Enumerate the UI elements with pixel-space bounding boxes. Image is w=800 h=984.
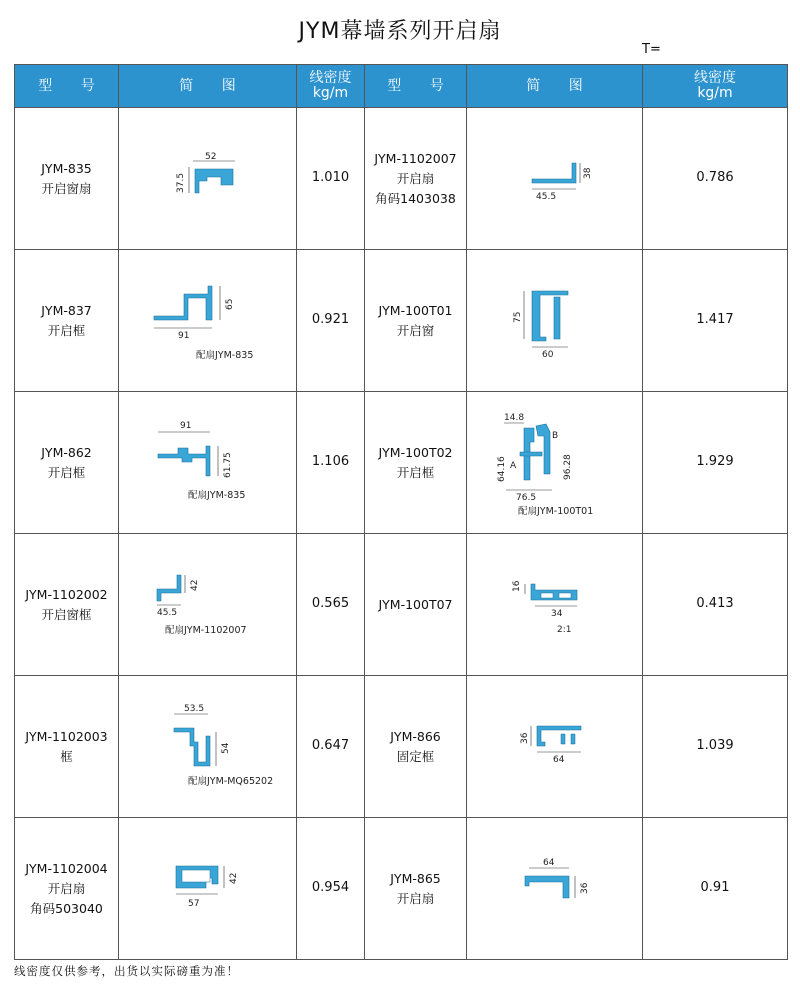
model-code: JYM-100T01 <box>378 302 453 318</box>
model-cell <box>15 392 119 534</box>
table-row <box>15 392 788 534</box>
profile-1102003-drawing <box>138 702 278 792</box>
profile-100T02-drawing <box>490 408 620 518</box>
dim-label: 64 <box>552 754 564 765</box>
model-desc: 开启扇 <box>396 170 435 186</box>
dim-label: 53.5 <box>183 703 204 714</box>
model-cell <box>365 534 467 676</box>
section-label-b: B <box>551 430 558 441</box>
dim-label: 42 <box>228 872 239 884</box>
profile-862-drawing <box>148 418 268 508</box>
dim-label: 64.16 <box>496 455 507 482</box>
density-cell: 0.647 <box>297 676 365 818</box>
section-label-a: A <box>509 460 516 471</box>
model-code: JYM-100T02 <box>378 444 453 460</box>
model-cell <box>365 676 467 818</box>
mating-caption: 配扇JYM-MQ65202 <box>187 775 273 787</box>
model-cell <box>15 250 119 392</box>
profile-drawing <box>467 676 643 818</box>
mating-caption: 配扇JYM-100T01 <box>517 505 593 517</box>
dim-label: 16 <box>511 580 522 592</box>
density-cell: 0.786 <box>643 108 788 250</box>
profile-837-drawing <box>148 276 268 366</box>
model-desc: 开启框 <box>47 464 86 480</box>
dim-label: 45.5 <box>535 191 556 202</box>
model-cell <box>15 108 119 250</box>
profile-drawing <box>119 818 297 960</box>
profile-drawing <box>119 392 297 534</box>
model-cell <box>365 392 467 534</box>
header-drawing: 简 图 <box>119 65 297 108</box>
model-cell <box>365 250 467 392</box>
table-row <box>15 676 788 818</box>
footer-note: 线密度仅供参考，出货以实际磅重为准！ <box>14 964 239 978</box>
profile-1102004-drawing <box>158 854 258 924</box>
profile-drawing <box>467 108 643 250</box>
table-row <box>15 534 788 676</box>
header-model: 型 号 <box>15 65 119 108</box>
dim-label: 45.5 <box>156 607 177 618</box>
model-desc: 开启框 <box>47 322 86 338</box>
dim-label: 96.28 <box>562 453 573 480</box>
profile-drawing <box>467 250 643 392</box>
dim-label: 37.5 <box>175 172 186 193</box>
mating-caption: 配扇JYM-835 <box>195 349 253 361</box>
model-desc: 开启扇 <box>396 890 435 906</box>
header-model: 型 号 <box>365 65 467 108</box>
header-density-text: 线密度 kg/m <box>309 70 352 101</box>
dim-label: 36 <box>579 882 590 894</box>
profile-1102002-drawing <box>143 569 273 641</box>
density-cell: 1.106 <box>297 392 365 534</box>
profile-drawing <box>119 676 297 818</box>
dim-label: 42 <box>189 579 200 591</box>
density-cell: 1.929 <box>643 392 788 534</box>
profile-drawing <box>467 392 643 534</box>
dim-label: 54 <box>220 742 231 754</box>
model-code: JYM-100T07 <box>378 596 453 612</box>
header-density-text: 线密度 kg/m <box>694 70 736 101</box>
dim-label: 57 <box>187 898 199 909</box>
header-drawing: 简 图 <box>467 65 643 108</box>
model-desc: 框 <box>60 748 73 764</box>
profile-drawing <box>119 250 297 392</box>
model-desc: 开启窗 <box>396 322 435 338</box>
profile-drawing <box>119 108 297 250</box>
profile-drawing <box>467 534 643 676</box>
dim-label: 76.5 <box>515 492 536 503</box>
model-cell <box>15 818 119 960</box>
model-cell <box>365 108 467 250</box>
profile-drawing <box>467 818 643 960</box>
model-code: JYM-1102007 <box>374 150 457 166</box>
dim-label: 64 <box>542 857 554 868</box>
dim-label: 91 <box>179 420 191 431</box>
dim-label: 60 <box>541 349 553 360</box>
model-note: 角码1403038 <box>375 190 456 206</box>
model-code: JYM-837 <box>41 302 92 318</box>
dim-label: 34 <box>550 608 562 619</box>
density-cell: 0.413 <box>643 534 788 676</box>
dim-label: 75 <box>512 311 523 323</box>
model-code: JYM-866 <box>390 728 441 744</box>
profile-drawing <box>119 534 297 676</box>
page-title: JYM幕墙系列开启扇 <box>298 19 502 44</box>
profile-866-drawing <box>505 712 605 782</box>
density-cell: 0.921 <box>297 250 365 392</box>
model-cell <box>15 676 119 818</box>
mating-caption: 配扇JYM-835 <box>187 489 245 501</box>
density-cell: 1.417 <box>643 250 788 392</box>
header-density <box>297 65 365 108</box>
table-row <box>15 108 788 250</box>
dim-label: 61.75 <box>222 451 233 478</box>
density-cell: 0.91 <box>643 818 788 960</box>
scale-label: 2:1 <box>556 624 571 635</box>
density-cell: 0.565 <box>297 534 365 676</box>
table-row <box>15 250 788 392</box>
dim-label: 65 <box>224 298 235 310</box>
model-code: JYM-862 <box>41 444 92 460</box>
dim-label: 36 <box>519 732 530 744</box>
profile-865-drawing <box>505 854 605 924</box>
dim-label: 38 <box>582 167 593 179</box>
model-desc: 开启扇 <box>47 880 86 896</box>
model-note: 角码503040 <box>30 900 103 916</box>
t-mark: T= <box>642 42 661 57</box>
table-header-row <box>15 65 788 108</box>
density-cell: 0.954 <box>297 818 365 960</box>
model-code: JYM-865 <box>390 870 441 886</box>
dim-label: 14.8 <box>503 412 524 423</box>
mating-caption: 配扇JYM-1102007 <box>164 624 247 636</box>
model-code: JYM-1102003 <box>25 728 108 744</box>
density-cell: 1.039 <box>643 676 788 818</box>
density-cell: 1.010 <box>297 108 365 250</box>
model-code: JYM-835 <box>41 160 92 176</box>
model-desc: 开启窗扇 <box>41 180 92 196</box>
model-code: JYM-1102002 <box>25 586 108 602</box>
model-desc: 固定框 <box>396 748 435 764</box>
table-row <box>15 818 788 960</box>
model-cell <box>15 534 119 676</box>
profile-1102007-drawing <box>510 149 600 209</box>
dim-label: 52 <box>204 151 216 162</box>
model-desc: 开启框 <box>396 464 435 480</box>
profile-100T01-drawing <box>510 281 600 361</box>
dim-label: 91 <box>177 330 189 341</box>
header-density <box>643 65 788 108</box>
profile-table <box>14 64 788 960</box>
profile-100T07-drawing <box>505 570 605 640</box>
model-desc: 开启窗框 <box>41 606 92 622</box>
profile-835-drawing <box>163 149 253 209</box>
model-code: JYM-1102004 <box>25 860 108 876</box>
model-cell <box>365 818 467 960</box>
